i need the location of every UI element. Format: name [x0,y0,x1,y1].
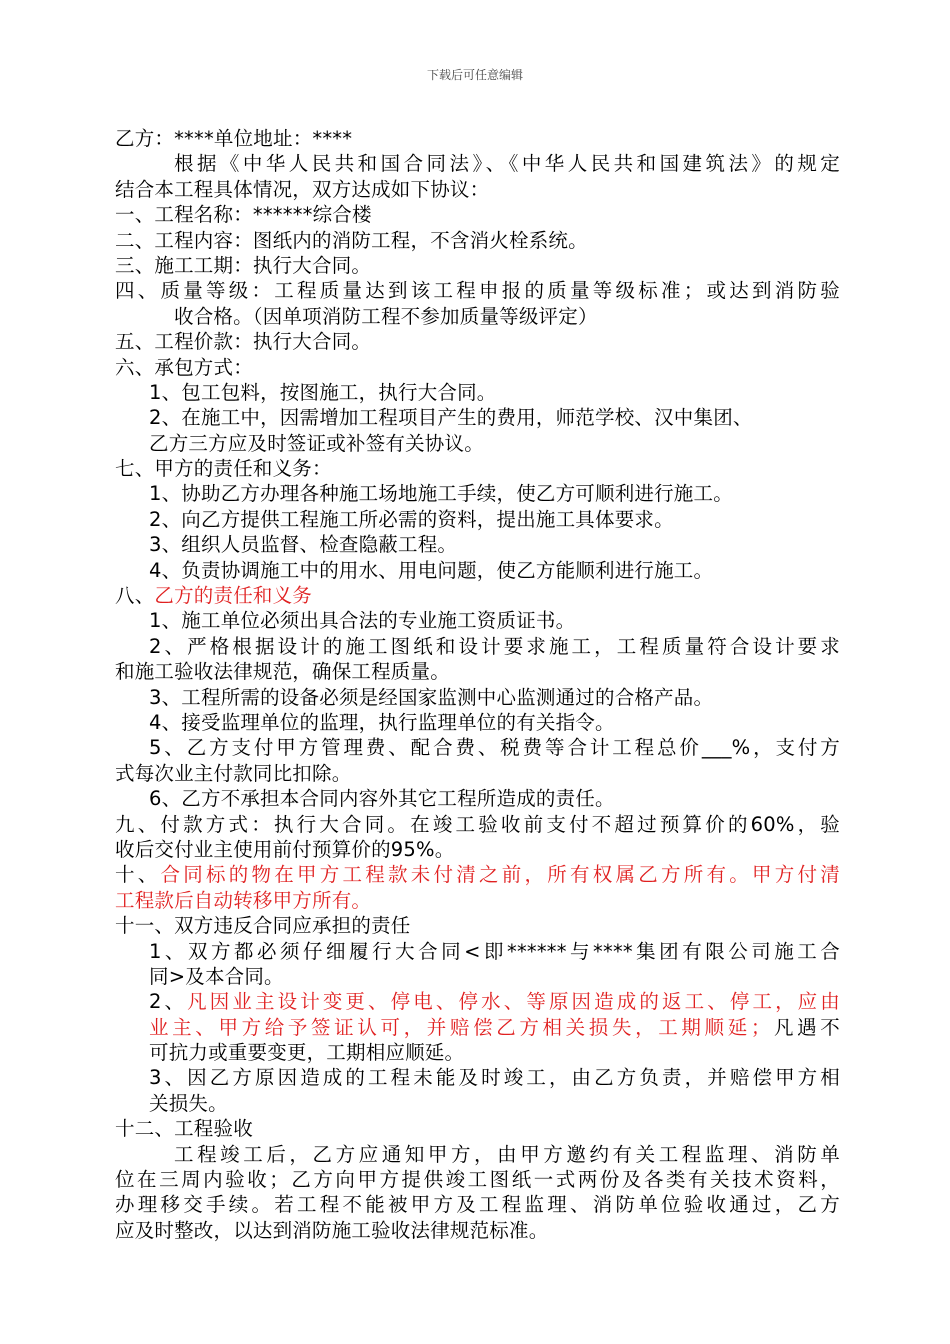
highlighted-text: 业主、甲方给予签证认可，并赔偿乙方相关损失，工期顺延； [149,1015,771,1039]
text-segment: 凡遇不 [770,1015,840,1039]
highlighted-text: 工程款后自动转移甲方所有。 [115,888,372,912]
text-line: 九、付款方式：执行大合同。在竣工验收前支付不超过预算价的60%，验 [115,812,840,836]
text-segment: 八、 [115,584,155,608]
text-line: 4、负责协调施工中的用水、用电问题，使乙方能顺利进行施工。 [149,558,714,582]
text-line: 六、承包方式： [115,355,253,379]
highlighted-text: 凡因业主设计变更、停电、停水、等原因造成的返工、停工，应由 [187,990,840,1014]
text-line: 4、接受监理单位的监理，执行监理单位的有关指令。 [149,710,615,734]
text-line: 二、工程内容：图纸内的消防工程，不含消火栓系统。 [115,228,588,252]
text-line: 根据《中华人民共和国合同法》、《中华人民共和国建筑法》的规定 [174,152,840,176]
text-line: 工程竣工后，乙方应通知甲方，由甲方邀约有关工程监理、消防单 [174,1142,840,1166]
text-line: 五、工程价款：执行大合同。 [115,330,372,354]
text-line: 1、施工单位必须出具合法的专业施工资质证书。 [149,609,576,633]
text-line [115,1015,840,1040]
text-line: 5、乙方支付甲方管理费、配合费、税费等合计工程总价___%，支付方 [149,736,840,760]
text-line: 2、向乙方提供工程施工所必需的资料，提出施工具体要求。 [149,507,674,531]
text-line: 1、包工包料，按图施工，执行大合同。 [149,380,497,404]
text-line [115,989,840,1014]
text-line: 收合格。（因单项消防工程不参加质量等级评定） [174,304,598,328]
text-line: 乙方三方应及时签证或补签有关协议。 [149,431,484,455]
text-line: 一、工程名称：******综合楼 [115,203,372,227]
text-line: 结合本工程具体情况，双方达成如下协议： [115,177,490,201]
page-header: 下载后可任意编辑 [426,68,523,82]
text-line: 1、协助乙方办理各种施工场地施工手续，使乙方可顺利进行施工。 [149,482,733,506]
text-line: 1、双方都必须仔细履行大合同<即******与****集团有限公司施工合 [149,939,840,963]
highlighted-text: 乙方的责任和义务 [154,584,313,608]
text-line: 同>及本合同。 [149,964,284,988]
text-line: 四、质量等级：工程质量达到该工程申报的质量等级标准；或达到消防验 [115,279,840,303]
text-line: 3、组织人员监督、检查隐蔽工程。 [149,533,458,557]
text-line: 位在三周内验收；乙方向甲方提供竣工图纸一式两份及各类有关技术资料， [115,1168,840,1192]
text-line: 6、乙方不承担本合同内容外其它工程所造成的责任。 [149,787,615,811]
text-segment: 2、 [149,990,188,1014]
text-line: 十一、双方违反合同应承担的责任 [115,914,411,938]
text-line: 七、甲方的责任和义务： [115,457,332,481]
text-line: 办理移交手续。若工程不能被甲方及工程监理、消防单位验收通过，乙方 [115,1193,840,1217]
text-line: 应及时整改，以达到消防施工验收法律规范标准。 [115,1218,549,1242]
text-line: 三、施工工期：执行大合同。 [115,253,372,277]
text-line: 2、严格根据设计的施工图纸和设计要求施工，工程质量符合设计要求 [149,634,840,658]
text-line [115,862,840,887]
text-line: 3、因乙方原因造成的工程未能及时竣工，由乙方负责，并赔偿甲方相 [149,1066,840,1090]
text-line [115,583,840,608]
text-line: 式每次业主付款同比扣除。 [115,761,352,785]
text-line: 可抗力或重要变更，工期相应顺延。 [149,1041,465,1065]
text-line [115,888,840,913]
contract-body [115,126,840,1243]
text-line: 关损失。 [149,1091,228,1115]
text-line: 和施工验收法律规范，确保工程质量。 [115,660,450,684]
text-line: 2、在施工中，因需增加工程项目产生的费用，师范学校、汉中集团、 [149,406,753,430]
highlighted-text: 合同标的物在甲方工程款未付清之前，所有权属乙方所有。甲方付清 [160,863,840,887]
text-line: 十二、工程验收 [115,1117,253,1141]
text-segment: 十、 [115,863,161,887]
text-line: 乙方：****单位地址：**** [115,127,353,150]
text-line: 3、工程所需的设备必须是经国家监测中心监测通过的合格产品。 [149,685,714,709]
text-line: 收后交付业主使用前付预算价的95%。 [115,837,455,861]
